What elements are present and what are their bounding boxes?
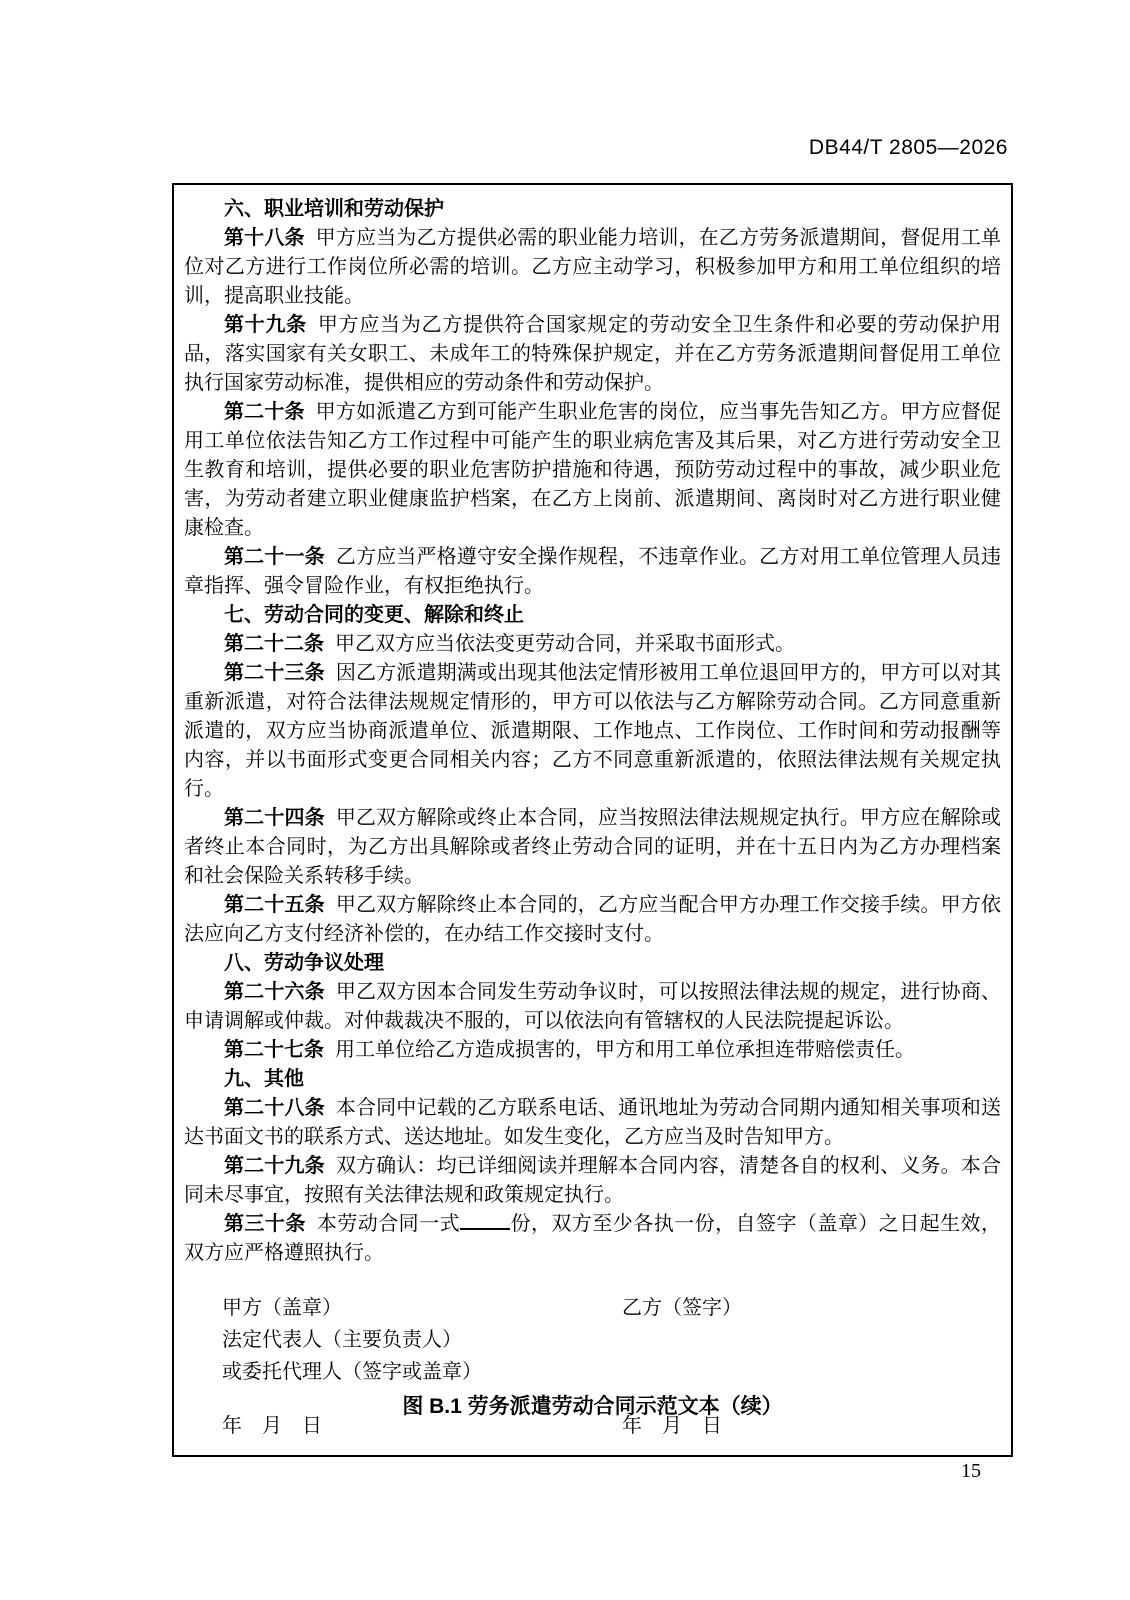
standard-number-header: DB44/T 2805—2026 [808,136,1008,159]
article-number: 第十八条 [224,227,305,249]
contract-frame [172,183,1013,1457]
signature-row-parties [184,1292,1001,1324]
article-paragraph: 第二十六条 甲乙双方因本合同发生劳动争议时，可以按照法律法规的规定，进行协商、申请调解或仲裁。对仲裁裁决不服的，可以依法向有管辖权的人民法院提起诉讼。 [184,981,1002,1032]
date-line-party-b: 年 月 日 [622,1415,722,1437]
date-line-party-a: 年 月 日 [222,1415,322,1437]
article-paragraph: 第二十九条 双方确认：均已详细阅读并理解本合同内容，清楚各自的权利、义务。本合同未尽事宜，按照有关法律法规和政策规定执行。 [184,1155,1002,1206]
article-paragraph: 第十八条 甲方应当为乙方提供必需的职业能力培训，在乙方劳务派遣期间，督促用工单位对乙方进行工作岗位所必需的培训。乙方应主动学习，积极参加甲方和用工单位组织的培训，提高职业技能。 [184,227,1002,307]
article-paragraph: 第二十四条 甲乙双方解除或终止本合同，应当按照法律法规规定执行。甲方应在解除或者终止本合同时，为乙方出具解除或者终止劳动合同的证明，并在十五日内为乙方办理档案和社会保险关系转移手续。 [184,807,1002,887]
chapter-heading: 八、劳动争议处理 [224,952,384,974]
article-number: 第二十条 [224,401,305,423]
signature-row-agent [184,1356,1001,1388]
chapter-heading: 九、其他 [224,1068,304,1090]
article-number: 第二十二条 [224,633,324,655]
article-paragraph: 第二十条 甲方如派遣乙方到可能产生职业危害的岗位，应当事先告知乙方。甲方应督促用工单位依法告知乙方工作过程中可能产生的职业病危害及其后果，对乙方进行劳动安全卫生教育和培训，提供必要的职业危害防护措施和待遇，预防劳动过程中的事故，减少职业危害，为劳动者建立职业健康监护档案，在乙方上岗前、派遣期间、离岗时对乙方进行职业健康检查。 [184,401,1002,539]
article-paragraph: 第二十三条 因乙方派遣期满或出现其他法定情形被用工单位退回甲方的，甲方可以对其重新派遣，对符合法律法规规定情形的，甲方可以依法与乙方解除劳动合同。乙方同意重新派遣的，双方应当协商派遣单位、派遣期限、工作地点、工作岗位、工作时间和劳动报酬等内容，并以书面形式变更合同相关内容；乙方不同意重新派遣的，依照法律法规有关规定执行。 [184,662,1002,800]
article-number: 第二十七条 [224,1039,324,1061]
entrusted-agent-label: 或委托代理人（签字或盖章） [222,1361,482,1383]
contract-body [184,195,1001,1268]
figure-caption: 图 B.1 劳务派遣劳动合同示范文本（续） [402,1395,783,1418]
signature-row-legal-rep [184,1324,1001,1356]
article-number: 第十九条 [224,314,307,336]
article-number: 第二十三条 [224,662,325,684]
article-number: 第二十六条 [224,981,325,1003]
chapter-heading: 七、劳动合同的变更、解除和终止 [224,604,524,626]
article-number: 第二十四条 [224,807,325,829]
article-paragraph: 第二十七条 用工单位给乙方造成损害的，甲方和用工单位承担连带赔偿责任。 [224,1039,915,1061]
fill-in-blank-line [460,1211,510,1230]
party-b-sign-label: 乙方（签字） [622,1297,742,1319]
article-paragraph: 第二十二条 甲乙双方应当依法变更劳动合同，并采取书面形式。 [224,633,795,655]
party-a-seal-label: 甲方（盖章） [222,1297,342,1319]
article-paragraph: 第二十一条 乙方应当严格遵守安全操作规程，不违章作业。乙方对用工单位管理人员违章指挥、强令冒险作业，有权拒绝执行。 [184,546,1002,597]
article-number: 第二十九条 [224,1155,325,1177]
article-paragraph: 第二十五条 甲乙双方解除终止本合同的，乙方应当配合甲方办理工作交接手续。甲方依法应向乙方支付经济补偿的，在办结工作交接时支付。 [184,894,1002,945]
article-number: 第二十五条 [224,894,325,916]
article-number: 第三十条 [224,1213,306,1235]
article-paragraph: 第三十条 本劳动合同一式 份，双方至少各执一份，自签字（盖章）之日起生效，双方应严格遵照执行。 [184,1213,1002,1264]
article-number: 第二十一条 [224,546,325,568]
chapter-heading: 六、职业培训和劳动保护 [224,198,444,220]
article-paragraph: 第十九条 甲方应当为乙方提供符合国家规定的劳动安全卫生条件和必要的劳动保护用品，落实国家有关女职工、未成年工的特殊保护规定，并在乙方劳务派遣期间督促用工单位执行国家劳动标准，提供相应的劳动条件和劳动保护。 [184,314,1002,394]
article-number: 第二十八条 [224,1097,325,1119]
page-number: 15 [961,1460,981,1482]
legal-representative-label: 法定代表人（主要负责人） [222,1329,462,1351]
article-paragraph: 第二十八条 本合同中记载的乙方联系电话、通讯地址为劳动合同期内通知相关事项和送达书面文书的联系方式、送达地址。如发生变化，乙方应当及时告知甲方。 [184,1097,1002,1148]
